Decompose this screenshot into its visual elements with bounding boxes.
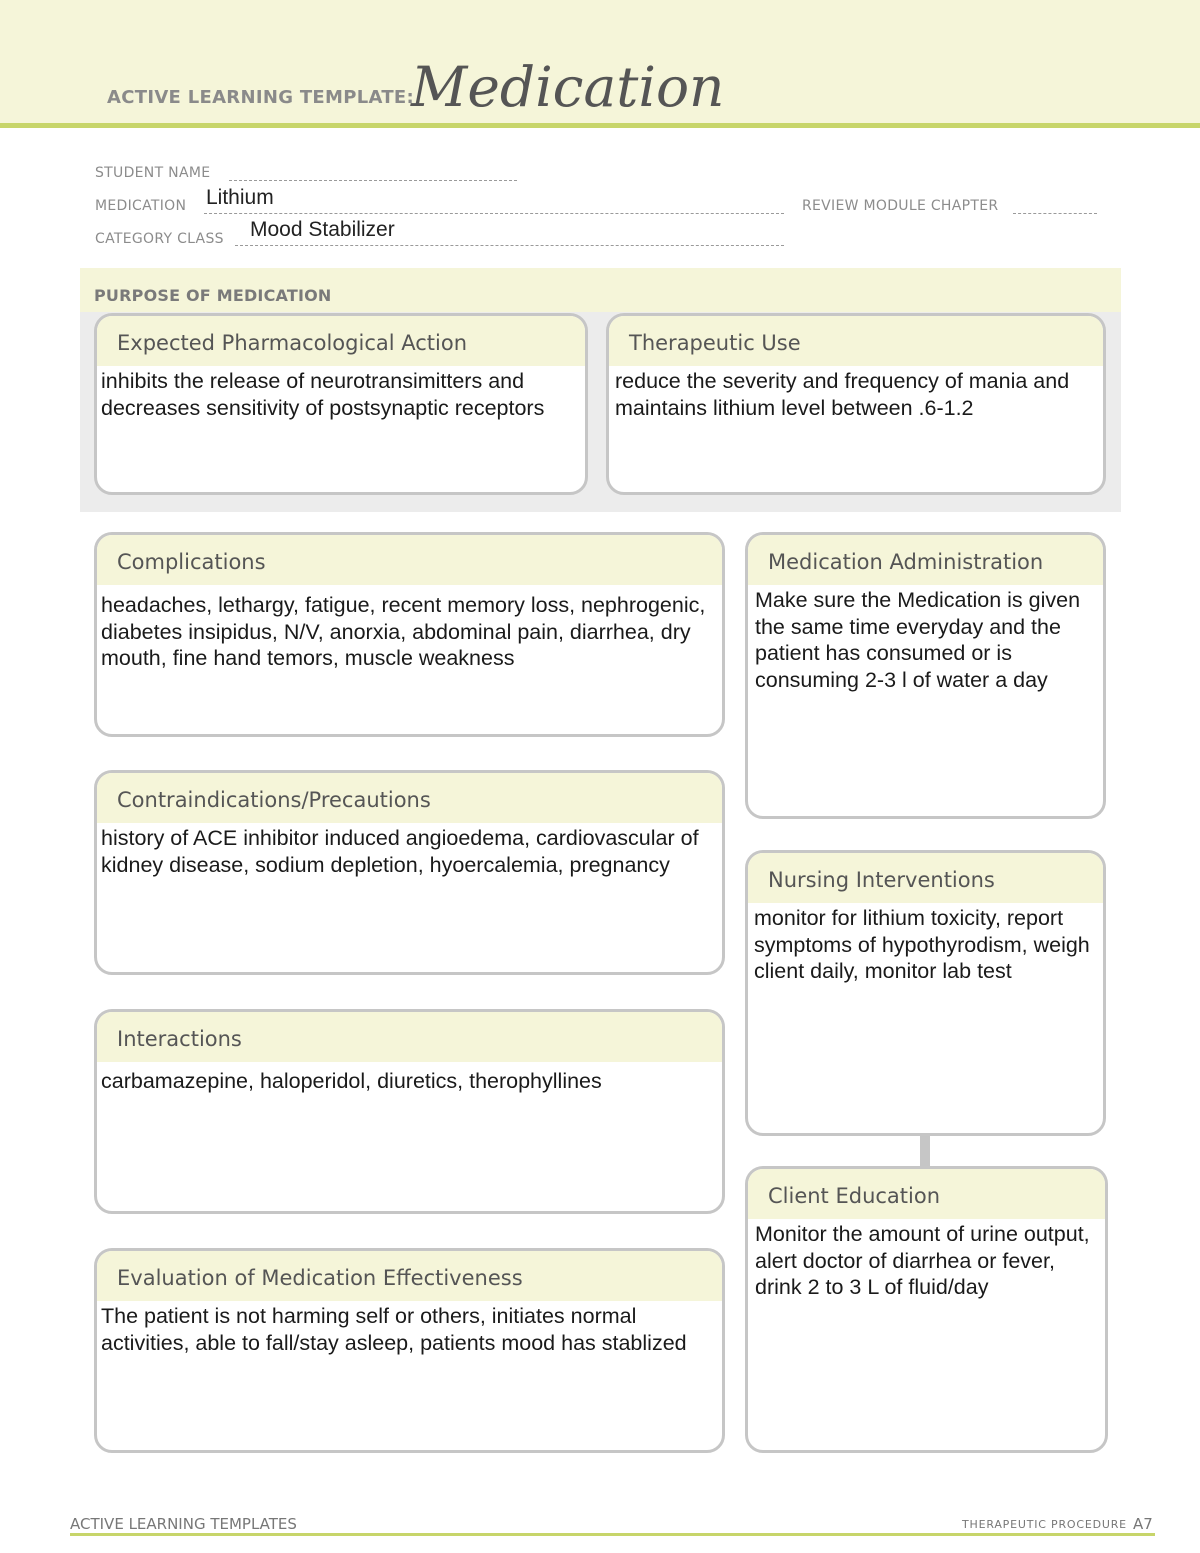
- student-name-label: STUDENT NAME: [95, 165, 211, 181]
- card-title: Expected Pharmacological Action: [97, 316, 585, 366]
- student-name-field[interactable]: [229, 180, 517, 181]
- review-module-label: REVIEW MODULE CHAPTER: [802, 198, 999, 214]
- expected-action-text[interactable]: inhibits the release of neurotransimitters and decreases sensitivity of postsynaptic receptors: [101, 369, 545, 420]
- interactions-text[interactable]: carbamazepine, haloperidol, diuretics, therophyllines: [101, 1069, 602, 1093]
- evaluation-text[interactable]: The patient is not harming self or others, initiates normal activities, able to fall/stay asleep, patients mood has stablized: [101, 1304, 687, 1355]
- category-class-label: CATEGORY CLASS: [95, 231, 224, 247]
- complications-text[interactable]: headaches, lethargy, fatigue, recent memory loss, nephrogenic, diabetes insipidus, N/V, anorxia, abdominal pain, diarrhea, dry mouth, fine hand temors, muscle weakness: [101, 593, 706, 670]
- medication-administration-text[interactable]: Make sure the Medication is given the same time everyday and the patient has consumed or is consuming 2-3 l of water a day: [755, 588, 1081, 692]
- card-title: Client Education: [748, 1169, 1105, 1219]
- card-interactions: [94, 1009, 725, 1214]
- card-contraindications: [94, 770, 725, 975]
- category-class-field[interactable]: [235, 245, 784, 246]
- card-evaluation: [94, 1248, 725, 1453]
- purpose-label: PURPOSE OF MEDICATION: [94, 286, 332, 305]
- page-number: A7: [1133, 1515, 1153, 1533]
- card-title: Complications: [97, 535, 722, 585]
- card-connector: [920, 1134, 930, 1166]
- footer-section: THERAPEUTIC PROCEDURE: [962, 1518, 1127, 1531]
- medication-value: Lithium: [206, 186, 274, 209]
- therapeutic-use-text[interactable]: reduce the severity and frequency of mania and maintains lithium level between .6-1.2: [615, 369, 1070, 420]
- client-education-text[interactable]: Monitor the amount of urine output, alert doctor of diarrhea or fever, drink 2 to 3 L of fluid/day: [755, 1222, 1090, 1299]
- footer-label: ACTIVE LEARNING TEMPLATES: [70, 1515, 297, 1533]
- card-title: Nursing Interventions: [748, 853, 1103, 903]
- card-client-education: [745, 1166, 1108, 1453]
- header-rule: [0, 123, 1200, 128]
- page-title: Medication: [411, 55, 725, 119]
- card-nursing-interventions: [745, 850, 1106, 1136]
- template-label: ACTIVE LEARNING TEMPLATE:: [107, 87, 414, 108]
- card-title: Medication Administration: [748, 535, 1103, 585]
- card-therapeutic-use: [606, 313, 1106, 495]
- category-class-value: Mood Stabilizer: [250, 218, 395, 241]
- card-expected-action: [94, 313, 588, 495]
- nursing-interventions-text[interactable]: monitor for lithium toxicity, report symptoms of hypothyrodism, weigh client daily, monitor lab test: [754, 906, 1090, 983]
- card-complications: [94, 532, 725, 737]
- footer-rule: [70, 1533, 1155, 1536]
- card-medication-administration: [745, 532, 1106, 819]
- card-title: Contraindications/Precautions: [97, 773, 722, 823]
- contraindications-text[interactable]: history of ACE inhibitor induced angioedema, cardiovascular of kidney disease, sodium depletion, hyoercalemia, pregnancy: [101, 826, 699, 877]
- card-title: Interactions: [97, 1012, 722, 1062]
- medication-field[interactable]: [204, 213, 784, 214]
- review-module-field[interactable]: [1013, 213, 1097, 214]
- card-title: Evaluation of Medication Effectiveness: [97, 1251, 722, 1301]
- medication-label: MEDICATION: [95, 198, 187, 214]
- card-title: Therapeutic Use: [609, 316, 1103, 366]
